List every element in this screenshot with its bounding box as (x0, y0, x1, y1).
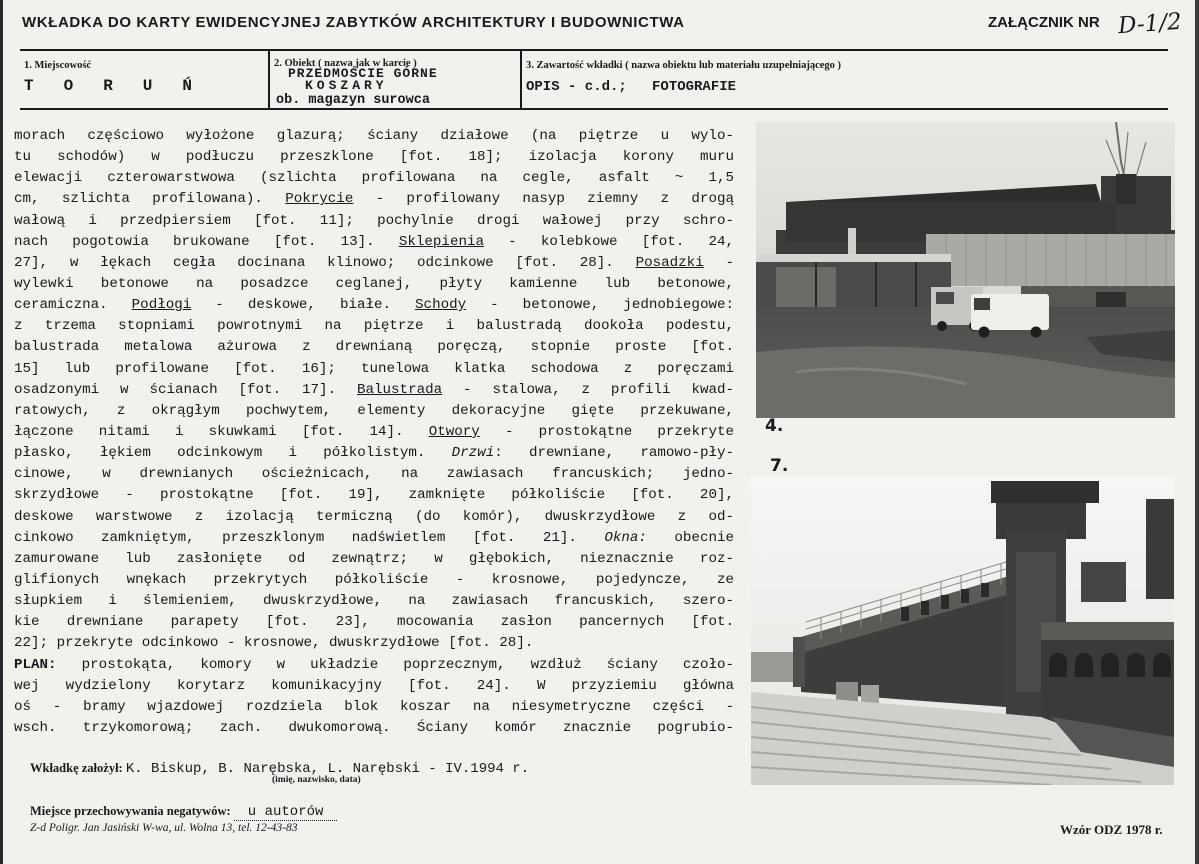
scan-edge-right (1195, 0, 1199, 864)
text-line: ceramiczna. Podłogi - deskowe, białe. Schody - betonowe, jednobiegowe: (14, 297, 734, 314)
text-line: 27], w łękach cegła docinana klinowo; odcinkowe [fot. 28]. Posadzki - (14, 254, 734, 271)
text-line: tu schodów) w podłuczu przeszklone [fot. 18]; izolacja korony muru (14, 149, 734, 166)
text-line: cinowe, w drewnianych ościeżnicach, na zawiasach francuskich; jedno- (14, 466, 734, 483)
term-okna: Okna: (604, 529, 647, 546)
text-line: 22]; przekryte odcinkowo - krosnowe, dwuskrzydłowe [fot. 28]. (14, 635, 534, 652)
term-podlogi: Podłogi (131, 297, 192, 314)
contents-value: OPIS - c.d.; FOTOGRAFIE (526, 79, 737, 95)
annex-label: ZAŁĄCZNIK NR (988, 14, 1100, 31)
text-line: nach pogotowia brukowane [fot. 13]. Sklepienia - kolebkowe [fot. 24, (14, 233, 734, 250)
text-line: balustrada metalowa ażurowa z drewnianą poręczą, stopnie proste [fot. (14, 339, 734, 356)
object-label: 2. Obiekt ( nazwa jak w karcie ) (274, 58, 417, 69)
text-line: wylewki betonowe na posadzce ceglanej, płyty kamienne lub betonowe, (14, 275, 734, 292)
text-line: morach częściowo wyłożone glazurą; ściany działowe (na piętrze u wylo- (14, 128, 734, 144)
photo-number-top: 4. (765, 416, 784, 436)
text-line: PLAN: prostokąta, komory w układzie poprzecznym, wzdłuż ściany czoło- (14, 656, 734, 673)
term-plan: PLAN: (14, 656, 57, 673)
text-line: kie drewniane parapety [fot. 23], mocowania zasłon pancernych [fot. (14, 614, 734, 631)
text-line: elewacji czterowarstwowa (szlichta profilowana na cegle, asfalt ~ 1,5 (14, 170, 734, 187)
negatives-row (30, 804, 337, 821)
text-line: glifionych wnękach przekrytych półkoliście - krosnowe, pojedyncze, ze (14, 571, 734, 588)
negatives-value: u autorów (234, 804, 338, 821)
term-otwory: Otwory (428, 423, 480, 440)
text-line: 15] lub profilowane [fot. 16]; tunelowa klatka schodowa z poręczami (14, 360, 734, 377)
scan-edge-left (0, 0, 3, 864)
field-divider-2 (520, 49, 522, 109)
founder-note: (imię, nazwisko, data) (272, 775, 361, 785)
object-name-line3: ob. magazyn surowca (276, 93, 430, 108)
text-line: oś - bramy wjazdowej rozdziela blok koszar na niesymetryczne części - (14, 698, 734, 715)
text-line: ratowych, z okrągłym pochwytem, elementy dekoracyjne gięte przekuwane, (14, 402, 734, 419)
field-divider-1 (268, 49, 270, 109)
photo-number-bottom: 7. (770, 456, 789, 476)
text-line: płasko, łękiem odcinkowym i półkolistym. Drzwi: drewniane, ramowo-pły- (14, 445, 734, 462)
text-line: cinkowo zamkniętym, przeszklonym nadświetlem [fot. 21]. Okna: obecnie (14, 529, 734, 546)
header-rule-bottom (20, 108, 1168, 110)
founder-value: K. Biskup, B. Narębska, L. Narębski - IV.1994 r. (125, 761, 530, 777)
text-line: zamurowane lub zasłonięte od zewnątrz; w głębokich, nieznacznie roz- (14, 550, 734, 567)
text-line: skrzydłowe - prostokątne [fot. 19], zamknięte półkoliście [fot. 20], (14, 487, 734, 504)
text-line: wałową i przedpiersiem [fot. 11]; pochylnie drogi wałowej przy schro- (14, 212, 734, 229)
object-name-line2: KOSZARY (305, 78, 388, 93)
text-line: deskowe warstwowe z izolacją termiczną (do komór), dwuskrzydłowe z od- (14, 508, 734, 525)
place-label: 1. Miejscowość (24, 60, 92, 71)
text-line: wsch. trzykomorową; zach. dwukomorową. Ściany komór znacznie pogrubio- (14, 719, 734, 736)
description-text (14, 126, 734, 739)
text-line: słupkiem i ślemieniem, dwuskrzydłowe, na zawiasach francuskich, szero- (14, 593, 734, 610)
term-balustrada: Balustrada (356, 381, 443, 398)
text-line: osadzonymi w ścianach [fot. 17]. Balustrada - stalowa, z profili kwad- (14, 381, 735, 398)
term-schody: Schody (415, 297, 467, 314)
annex-number: D-1/2 (1117, 8, 1183, 40)
form-version: Wzór ODZ 1978 r. (1060, 822, 1163, 837)
text-line: wej wydzielony korytarz komunikacyjny [fot. 24]. W przyziemiu główna (14, 677, 734, 694)
text-line: łączone nitami i skuwkami [fot. 14]. Otwory - prostokątne przekryte (14, 423, 735, 440)
term-posadzki: Posadzki (635, 254, 704, 271)
form-title: WKŁADKA DO KARTY EWIDENCYJNEJ ZABYTKÓW ARCHITEKTURY I BUDOWNICTWA (22, 14, 685, 31)
header-rule-top (20, 49, 1168, 51)
contents-label: 3. Zawartość wkładki ( nazwa obiektu lub materiału uzupełniającego ) (526, 60, 842, 71)
place-value: TORUŃ (24, 77, 223, 95)
photo-fortification-wall (751, 477, 1174, 785)
term-pokrycie: Pokrycie (285, 191, 354, 208)
object-name-line1: PRZEDMOŚCIE GÓRNE (288, 66, 438, 81)
text-line: z trzema stopniami powrotnymi na piętrze i balustradą dookoła podestu, (14, 318, 734, 335)
text-line: cm, szlichta profilowana). Pokrycie - profilowany nasyp ziemny z drogą (14, 191, 734, 208)
term-sklepienia: Sklepienia (398, 233, 484, 250)
printer-note: Z-d Poligr. Jan Jasiński W-wa, ul. Wolna 13, tel. 12-43-83 (30, 822, 298, 834)
term-drzwi: Drzwi (451, 445, 495, 462)
founder-label: Wkładkę założył: (30, 761, 123, 775)
negatives-label: Miejsce przechowywania negatywów: (30, 804, 231, 818)
photo-warehouse-yard (756, 122, 1175, 418)
